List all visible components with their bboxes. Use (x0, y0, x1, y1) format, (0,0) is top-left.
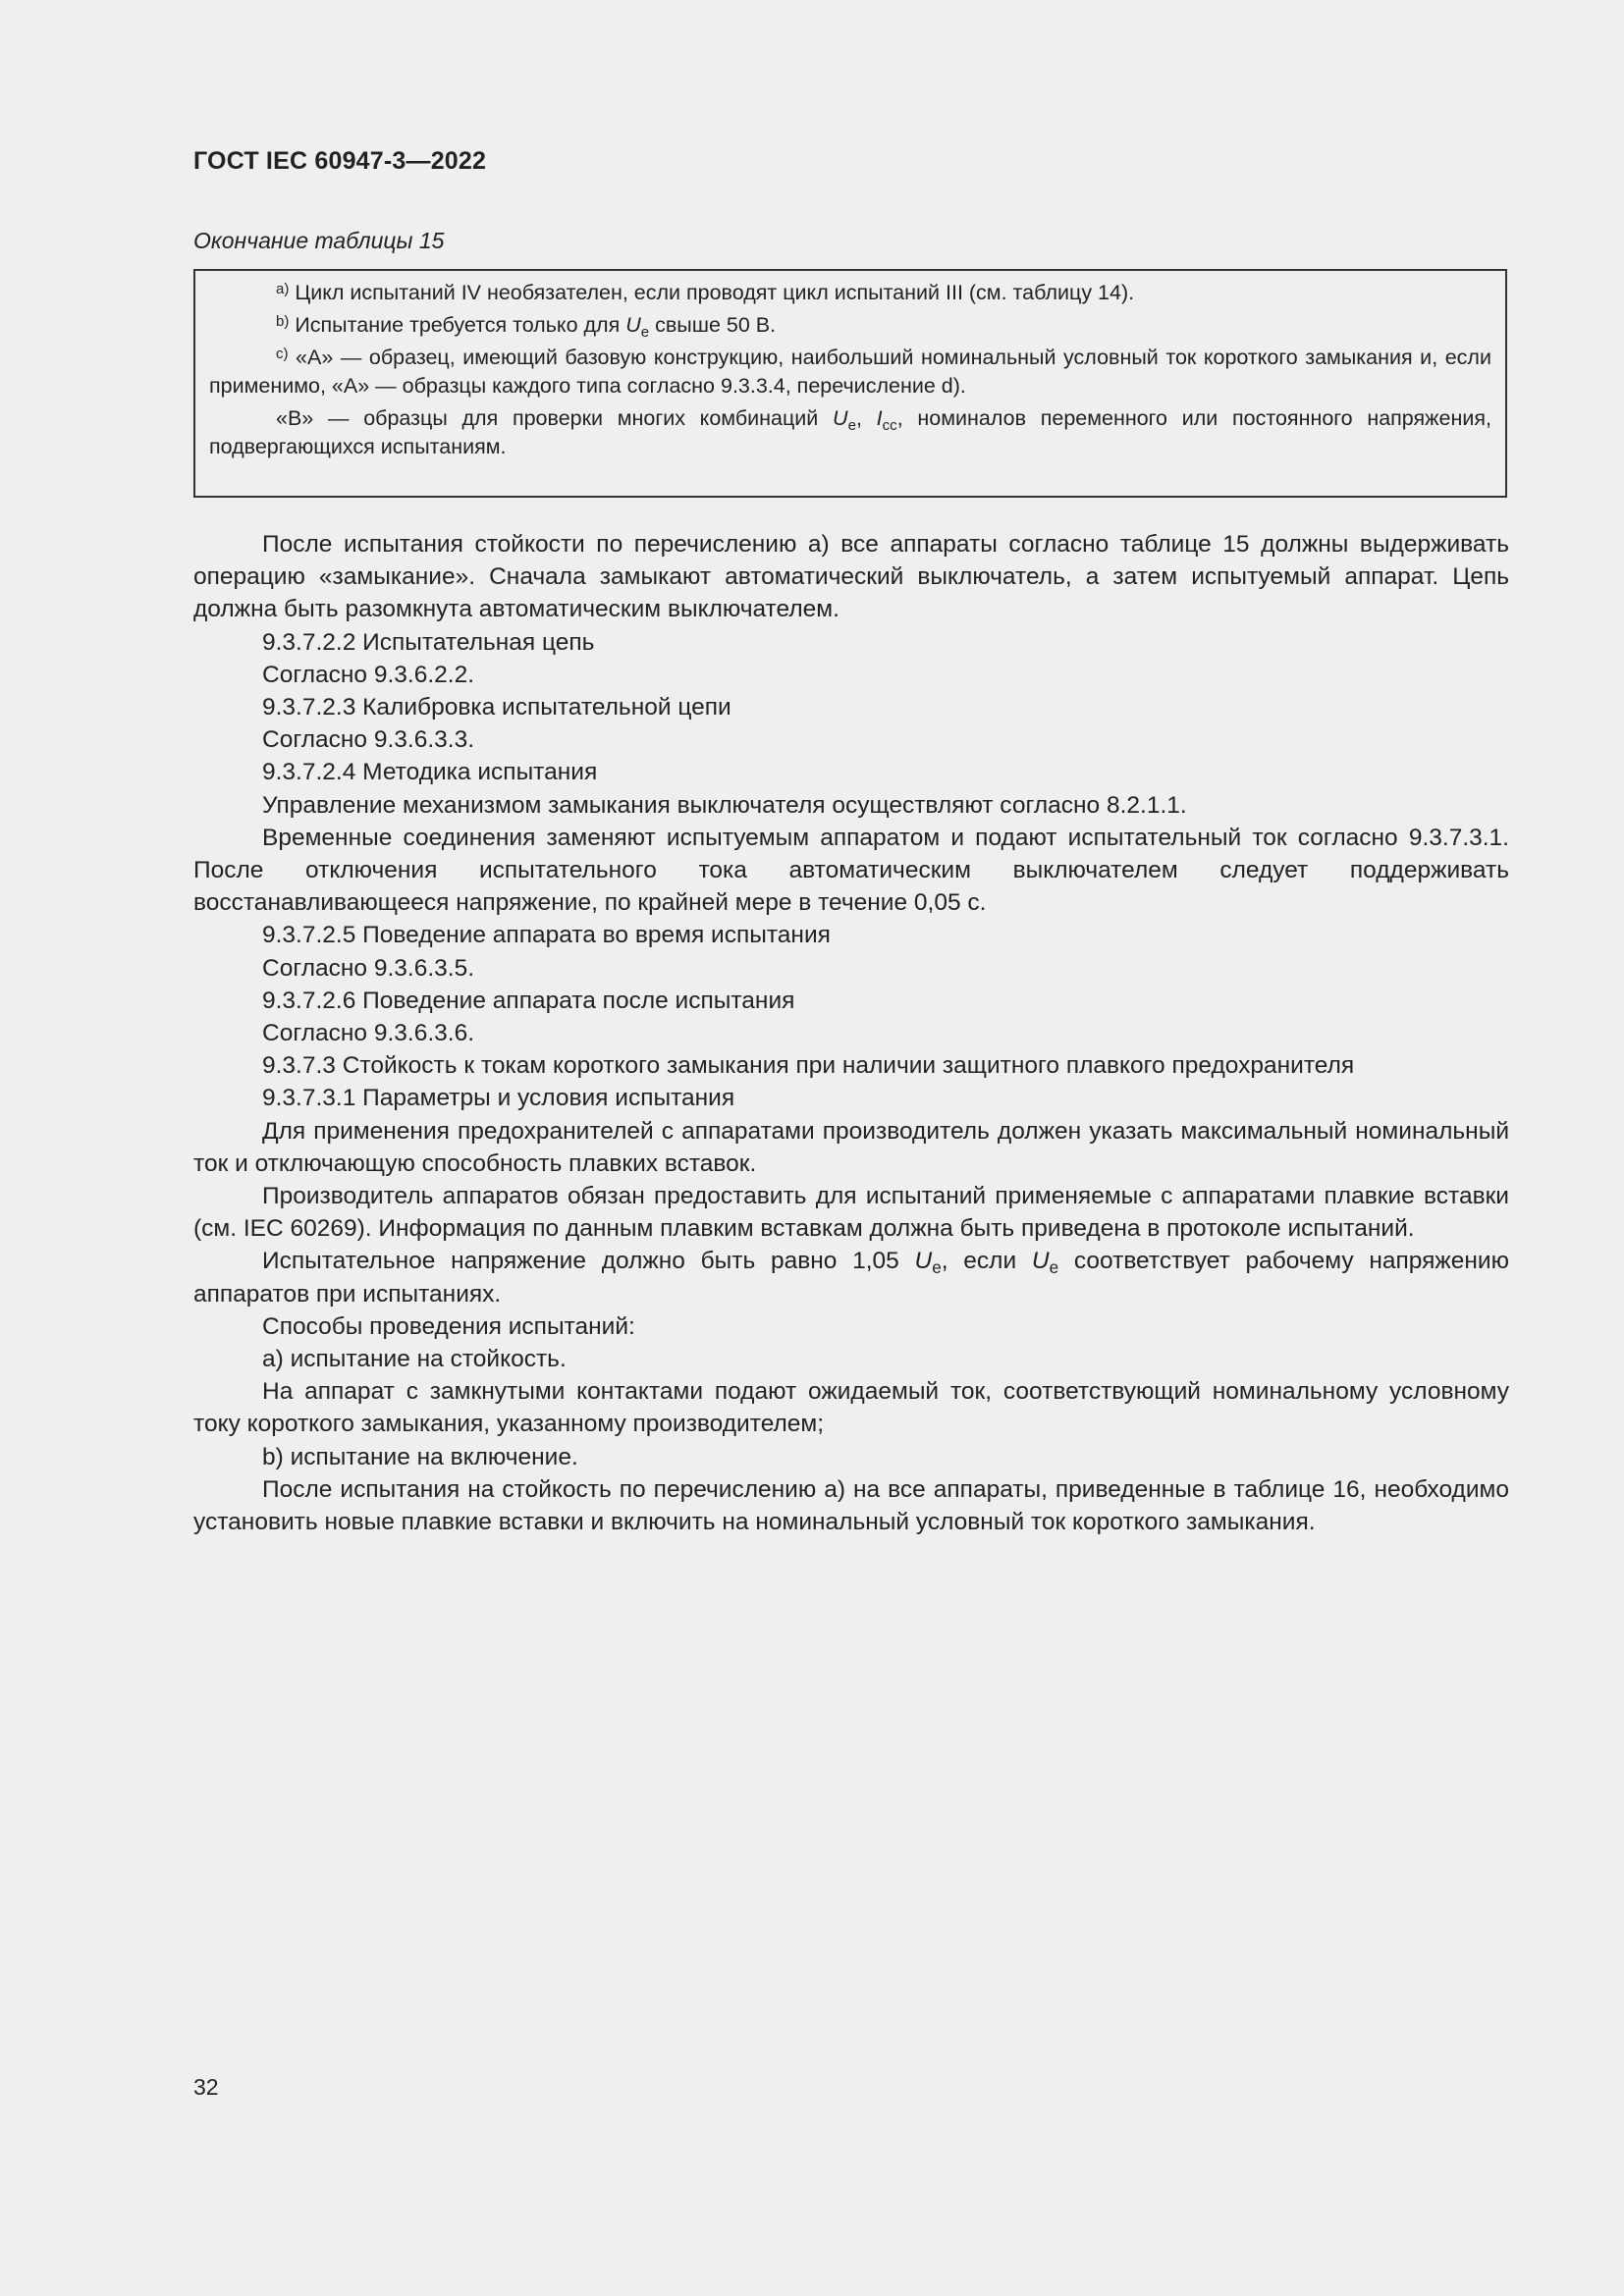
note-text: свыше 50 В. (649, 313, 777, 337)
paragraph: Для применения предохранителей с аппаратами производитель должен указать максимальный номинальный ток и отключающую способность плавких вставок. (193, 1117, 1509, 1177)
paragraph: Временные соединения заменяют испытуемым аппаратом и подают испытательный ток согласно 9.3.7.3.1. После отключения испытательного тока автоматическим выключателем следует поддерживать восстанавливающееся напряжение, по крайней мере в течение 0,05 с. (193, 824, 1509, 917)
paragraph-text: Испытательное напряжение должно быть равно 1,05 (262, 1248, 915, 1275)
section-heading: 9.3.7.2.4 Методика испытания (262, 759, 598, 786)
separator: , (855, 406, 877, 430)
section-heading: 9.3.7.2.2 Испытательная цепь (262, 628, 595, 656)
variable-subscript: e (1049, 1257, 1059, 1278)
variable-symbol: U (625, 313, 641, 337)
note-text: «В» — образцы для проверки многих комбинаций (276, 406, 834, 430)
section-heading: 9.3.7.2.3 Калибровка испытательной цепи (262, 694, 731, 721)
paragraph-text: соответствует рабочему напряжению аппаратов при испытаниях. (193, 1248, 1509, 1308)
note-marker: c) (276, 346, 289, 362)
variable-subscript: cc (882, 417, 897, 434)
note-text: Цикл испытаний IV необязателен, если проводят цикл испытаний III (см. таблицу 14). (295, 281, 1135, 304)
table-caption: Окончание таблицы 15 (193, 228, 445, 253)
list-item: a) испытание на стойкость. (262, 1346, 567, 1373)
page-number: 32 (193, 2074, 219, 2100)
table-note-b (209, 311, 1491, 340)
paragraph: Управление механизмом замыкания выключателя осуществляют согласно 8.2.1.1. (262, 791, 1187, 819)
paragraph: Согласно 9.3.6.2.2. (262, 661, 475, 688)
note-marker: a) (276, 281, 290, 297)
variable-symbol: U (833, 406, 848, 430)
variable-subscript: e (847, 417, 856, 434)
section-heading: 9.3.7.2.5 Поведение аппарата во время испытания (262, 922, 831, 949)
note-text: Испытание требуется только для (295, 313, 626, 337)
variable-subscript: e (932, 1257, 942, 1278)
paragraph: Согласно 9.3.6.3.3. (262, 726, 475, 754)
paragraph: Производитель аппаратов обязан предоставить для испытаний применяемые с аппаратами плавкие вставки (см. IEC 60269). Информация по данным плавким вставкам должна быть приведена в протоколе испытаний. (193, 1183, 1509, 1243)
note-text: «А» — образец, имеющий базовую конструкцию, наибольший номинальный условный ток короткого замыкания и, если применимо, «А» — образцы каждого типа согласно 9.3.3.4, перечисление d). (209, 346, 1491, 398)
paragraph: После испытания стойкости по перечислению а) все аппараты согласно таблице 15 должны выдерживать операцию «замыкание». Сначала замыкают автоматический выключатель, а затем испытуемый аппарат. Цепь должна быть разомкнута автоматическим выключателем. (193, 531, 1509, 623)
document-header: ГОСТ IEC 60947-3—2022 (193, 147, 487, 175)
note-marker: b) (276, 313, 290, 330)
paragraph: Способы проведения испытаний: (262, 1312, 635, 1340)
section-heading: 9.3.7.2.6 Поведение аппарата после испытания (262, 987, 795, 1014)
note-text: , номиналов переменного или постоянного напряжения, подвергающихся испытаниям. (209, 406, 1491, 458)
paragraph-test-voltage (193, 1245, 1509, 1309)
variable-symbol: I (876, 406, 883, 430)
paragraph: После испытания на стойкость по перечислению а) на все аппараты, приведенные в таблице 16, необходимо установить новые плавкие вставки и включить на номинальный условный ток короткого замыкания. (193, 1475, 1509, 1536)
variable-symbol: U (1031, 1248, 1050, 1275)
paragraph-text: , если (941, 1248, 1032, 1275)
table-note-a (209, 279, 1491, 307)
variable-symbol: U (914, 1248, 933, 1275)
table-notes-box (193, 269, 1507, 498)
table-note-c (209, 344, 1491, 400)
list-item: b) испытание на включение. (262, 1443, 578, 1470)
paragraph: Согласно 9.3.6.3.6. (262, 1020, 475, 1047)
table-note-c-continued (209, 404, 1491, 461)
section-heading: 9.3.7.3 Стойкость к токам короткого замыкания при наличии защитного плавкого предохранителя (262, 1052, 1355, 1080)
body-content (193, 528, 1509, 1538)
paragraph: Согласно 9.3.6.3.5. (262, 954, 475, 982)
variable-subscript: e (640, 324, 650, 341)
paragraph: На аппарат с замкнутыми контактами подают ожидаемый ток, соответствующий номинальному условному току короткого замыкания, указанному производителем; (193, 1378, 1509, 1438)
section-heading: 9.3.7.3.1 Параметры и условия испытания (262, 1085, 735, 1112)
